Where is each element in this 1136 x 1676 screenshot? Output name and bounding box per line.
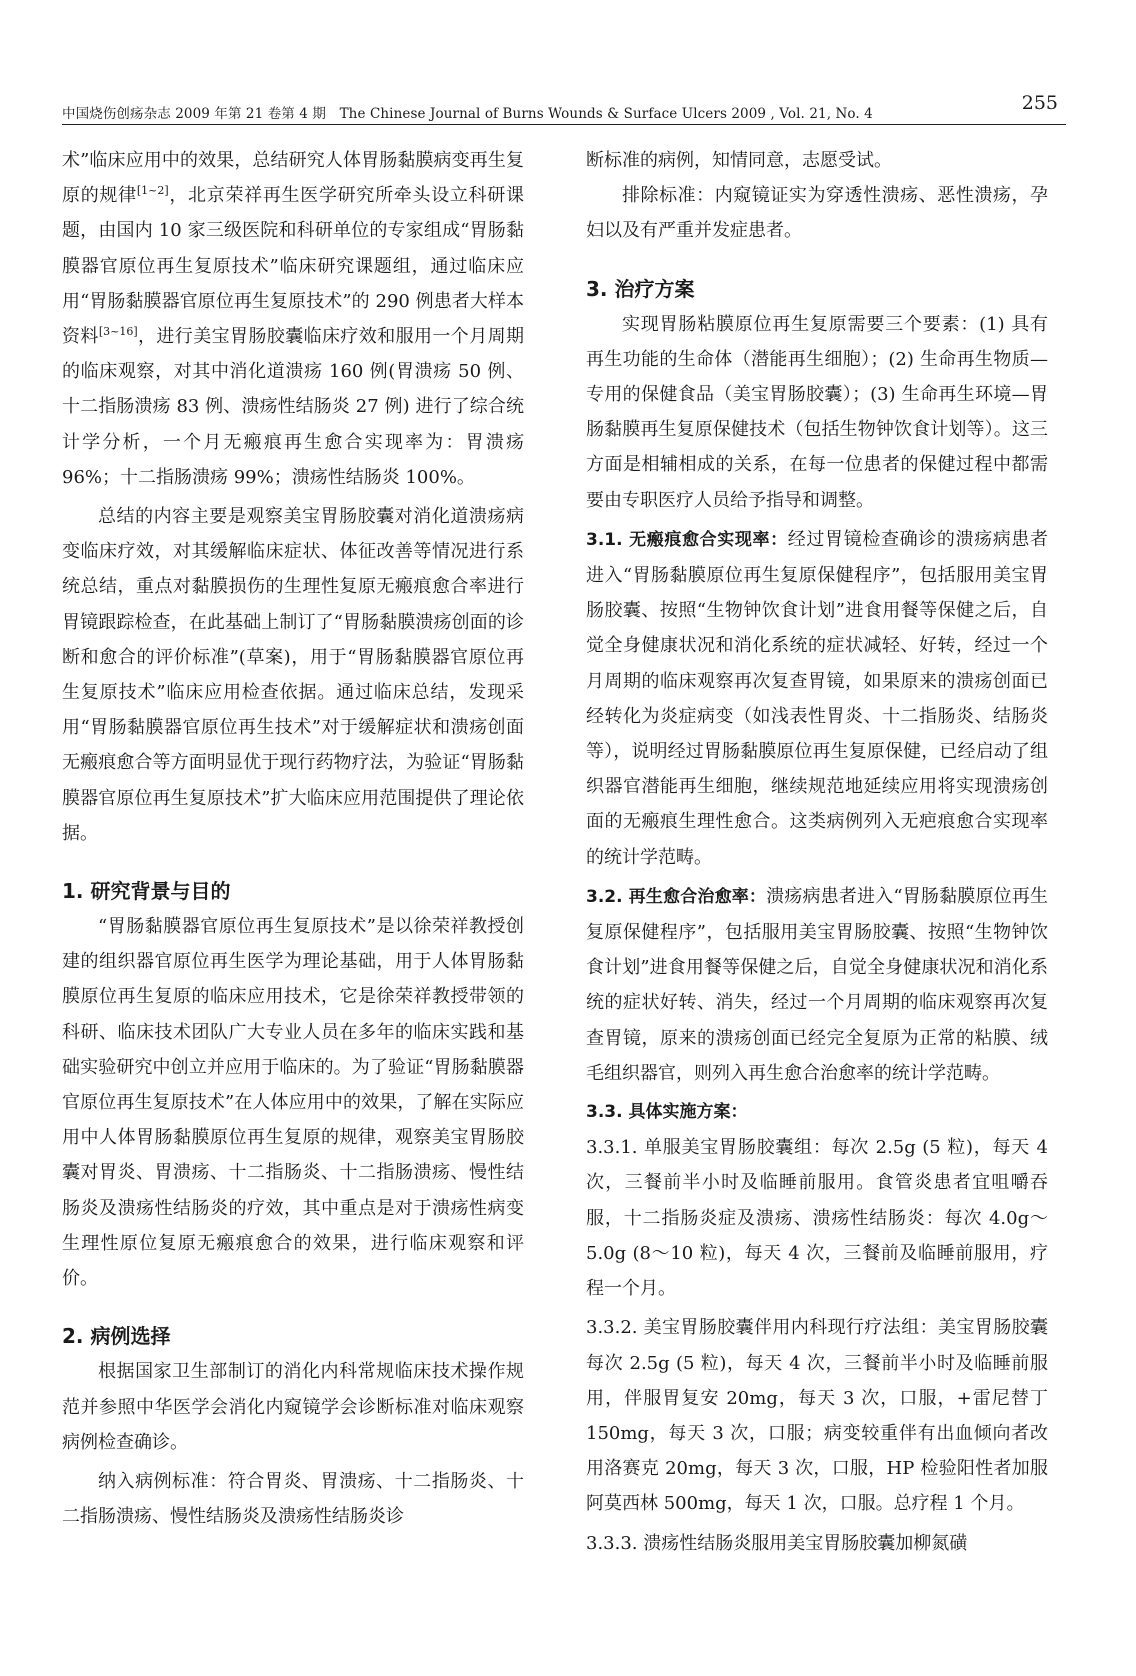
section-3-3-3: 3.3.3. 溃疡性结肠炎服用美宝胃肠胶囊加柳氮磺 [586, 1532, 968, 1554]
header-rule [62, 124, 1066, 125]
section-3-2 [586, 879, 1048, 1091]
citation-2: [3~16] [98, 325, 138, 339]
section-3-1 [586, 522, 1048, 875]
intro-paragraph-1 [62, 143, 524, 495]
section-3-1-heading: 3.1. 无瘢痕愈合实现率： [586, 529, 788, 550]
left-column [62, 143, 524, 1534]
inclusion-continued: 断标准的病例，知情同意，志愿受试。 [586, 150, 892, 171]
section-3-3-title: 3.3. 具体实施方案： [586, 1102, 748, 1123]
citation-1: [1~2] [136, 184, 169, 198]
section-3-title: 3. 治疗方案 [586, 276, 695, 301]
section-1-paragraph: “胃肠黏膜器官原位再生复原技术”是以徐荣祥教授创建的组织器官原位再生医学为理论基础，用于人体胃肠黏膜原位再生复原的临床应用技术，它是徐荣祥教授带领的科研、临床技术团队广大专业人员在多年的临床实践和基础实验研究中创立并应用于临床的。为了验证“胃肠黏膜器官原位再生复原技术”在人体应用中的效果，了解在实际应用中人体胃肠黏膜原位再生复原的规律，观察美宝胃肠胶囊对胃炎、胃溃疡、十二指肠炎、十二指肠溃疡、慢性结肠炎及溃疡性结肠炎的疗效，其中重点是对于溃疡性病变生理性原位复原无瘢痕愈合的效果，进行临床观察和评价。 [62, 916, 524, 1290]
section-2-title: 2. 病例选择 [62, 1324, 171, 1349]
section-2-paragraph-2: 纳入病例标准：符合胃炎、胃溃疡、十二指肠炎、十二指肠溃疡、慢性结肠炎及溃疡性结肠炎诊 [62, 1470, 524, 1528]
intro-text-b: ，北京荣祥再生医学研究所牵头设立科研课题，由国内 10 家三级医院和科研单位的专家组成“胃肠黏膜器官原位再生复原技术”临床研究课题组，通过临床应用“胃肠黏膜器官原位再生复原技术”的 290 例患者大样本资料 [62, 185, 525, 348]
right-column [586, 143, 1048, 1561]
section-3-2-heading: 3.2. 再生愈合治愈率： [586, 886, 767, 907]
intro-paragraph-2: 总结的内容主要是观察美宝胃肠胶囊对消化道溃疡病变临床疗效，对其缓解临床症状、体征改善等情况进行系统总结，重点对黏膜损伤的生理性复原无瘢痕愈合率进行胃镜跟踪检查，在此基础上制订了“胃肠黏膜溃疡创面的诊断和愈合的评价标准”(草案)，用于“胃肠黏膜器官原位再生复原技术”临床应用检查依据。通过临床总结，发现采用“胃肠黏膜器官原位再生技术”对于缓解症状和溃疡创面无瘢痕愈合等方面明显优于现行药物疗法，为验证“胃肠黏膜器官原位再生复原技术”扩大临床应用范围提供了理论依据。 [62, 506, 524, 844]
section-3-paragraph: 实现胃肠粘膜原位再生复原需要三个要素：(1) 具有再生功能的生命体（潜能再生细胞）；(2) 生命再生物质—专用的保健食品（美宝胃肠胶囊）；(3) 生命再生环境—胃肠黏膜再生复原保健技术（包括生物钟饮食计划等）。这三方面是相辅相成的关系，在每一位患者的保健过程中都需要由专职医疗人员给予指导和调整。 [586, 313, 1048, 511]
exclusion-criteria: 排除标准：内窥镜证实为穿透性溃疡、恶性溃疡，孕妇以及有严重并发症患者。 [586, 185, 1048, 242]
section-3-2-body: 溃疡病患者进入“胃肠黏膜原位再生复原保健程序”，包括服用美宝胃肠胶囊、按照“生物钟饮食计划”进食用餐等保健之后，自觉全身健康状况和消化系统的症状好转、消失，经过一个月周期的临床观察再次复查胃镜，原来的溃疡创面已经完全复原为正常的粘膜、绒毛组织器官，则列入再生愈合治愈率的统计学范畴。 [586, 885, 1048, 1084]
section-3-1-body: 经过胃镜检查确诊的溃疡病患者进入“胃肠黏膜原位再生复原保健程序”，包括服用美宝胃肠胶囊、按照“生物钟饮食计划”进食用餐等保健之后，自觉全身健康状况和消化系统的症状减轻、好转，经过一个月周期的临床观察再次复查胃镜，如果原来的溃疡创面已经转化为炎症病变（如浅表性胃炎、十二指肠炎、结肠炎等），说明经过胃肠黏膜原位再生复原保健，已经启动了组织器官潜能再生细胞，继续规范地延续应用将实现溃疡创面的无瘢痕生理性愈合。这类病例列入无疤痕愈合实现率的统计学范畴。 [586, 528, 1048, 868]
section-3-3-2: 3.3.2. 美宝胃肠胶囊伴用内科现行疗法组：美宝胃肠胶囊每次 2.5g (5 粒)，每天 4 次，三餐前半小时及临睡前服用，伴服胃复安 20mg，每天 3 次，口服，+雷尼替丁 150mg，每天 3 次，口服；病变较重伴有出血倾向者改用洛赛克 20mg，每天 3 次，口服，HP 检验阳性者加服阿莫西林 500mg，每天 1 次，口服。总疗程 1 个月。 [586, 1317, 1048, 1515]
page-number: 255 [1021, 92, 1058, 114]
intro-text-c: ，进行美宝胃肠胶囊临床疗效和服用一个月周期的临床观察，对其中消化道溃疡 160 例(胃溃疡 50 例、十二指肠溃疡 83 例、溃疡性结肠炎 27 例) 进行了综合统计学分析，一个月无瘢痕再生愈合实现率为：胃溃疡 96%；十二指肠溃疡 99%；溃疡性结肠炎 100%。 [62, 326, 525, 488]
running-header [62, 92, 1066, 126]
journal-citation: 中国烧伤创疡杂志 2009 年第 21 卷第 4 期 The Chinese Journal of Burns Wounds & Surface Ulcers 2009 , Vol. 21, No. 4 [62, 106, 873, 122]
intro-text-a: 术”临床应用中的效果，总结研究人体胃肠黏膜病变再生复原的规律 [62, 150, 524, 207]
section-3-3-1: 3.3.1. 单服美宝胃肠胶囊组：每次 2.5g (5 粒)，每天 4 次，三餐前半小时及临睡前服用。食管炎患者宜咀嚼吞服，十二指肠炎症及溃疡、溃疡性结肠炎：每次 4.0g～5.0g (8～10 粒)，每天 4 次，三餐前及临睡前服用，疗程一个月。 [586, 1137, 1048, 1300]
section-1-title: 1. 研究背景与目的 [62, 879, 231, 904]
section-2-paragraph-1: 根据国家卫生部制订的消化内科常规临床技术操作规范并参照中华医学会消化内窥镜学会诊断标准对临床观察病例检查确诊。 [62, 1361, 524, 1453]
